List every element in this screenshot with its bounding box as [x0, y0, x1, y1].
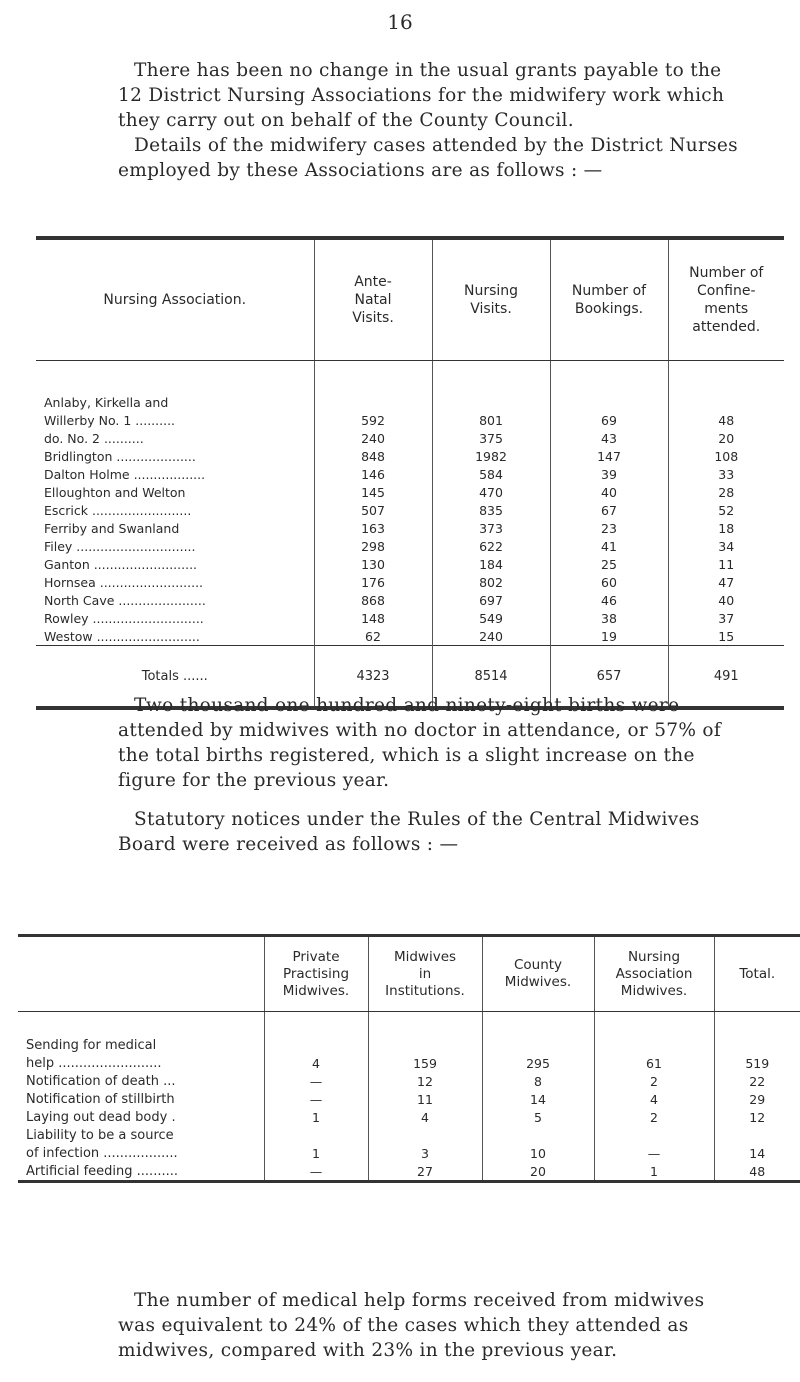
table-cell: 10	[482, 1144, 594, 1162]
table-cell	[482, 1012, 594, 1055]
table-row	[18, 1162, 800, 1182]
row-label: Filey ..............................	[44, 538, 196, 554]
table-cell	[714, 1126, 800, 1144]
intro-paragraph-1: There has been no change in the usual grants payable to the 12 District Nursing Associations for the midwifery work which they carry out on behalf of the County Council.	[118, 60, 725, 131]
header-bookings: Number of Bookings.	[550, 238, 668, 361]
table-header-row	[36, 238, 784, 361]
table-cell: 295	[482, 1054, 594, 1072]
middle-paragraph-2: Statutory notices under the Rules of the Central Midwives Board were received as follows : —	[118, 809, 700, 855]
table-cell	[594, 1126, 714, 1144]
row-label: Anlaby, Kirkella and	[44, 394, 169, 410]
table-cell: 69	[550, 411, 668, 429]
table-cell	[550, 361, 668, 412]
header-blank	[18, 936, 264, 1012]
table-cell: 62	[314, 627, 432, 646]
table-row	[36, 609, 784, 627]
table-row	[36, 429, 784, 447]
table-row	[36, 501, 784, 519]
table-cell: 147	[550, 447, 668, 465]
header-private-midwives: Private Practising Midwives.	[264, 936, 368, 1012]
table-cell: 60	[550, 573, 668, 591]
table-row	[18, 1144, 800, 1162]
table-cell: 592	[314, 411, 432, 429]
table-cell	[314, 361, 432, 412]
table-cell	[482, 1126, 594, 1144]
table-cell	[368, 1012, 482, 1055]
table-row	[36, 555, 784, 573]
table-cell: 11	[668, 555, 784, 573]
header-institution-midwives: Midwives in Institutions.	[368, 936, 482, 1012]
table-cell: 145	[314, 483, 432, 501]
table-cell: 48	[668, 411, 784, 429]
table-cell: 697	[432, 591, 550, 609]
row-label: help .........................	[26, 1055, 162, 1071]
table-cell: 584	[432, 465, 550, 483]
table-row	[36, 465, 784, 483]
table-cell: 14	[714, 1144, 800, 1162]
row-label: Westow ..........................	[44, 628, 200, 644]
table-cell: 22	[714, 1072, 800, 1090]
header-association: Nursing Association.	[36, 238, 314, 361]
closing-text	[118, 1288, 738, 1363]
table-cell: 868	[314, 591, 432, 609]
row-label: Laying out dead body .	[26, 1109, 176, 1125]
table-row	[36, 483, 784, 501]
table-cell	[264, 1012, 368, 1055]
table-cell: 163	[314, 519, 432, 537]
table-cell: 20	[482, 1162, 594, 1182]
table-cell: 40	[668, 591, 784, 609]
row-label: Dalton Holme ..................	[44, 466, 206, 482]
table-cell: 37	[668, 609, 784, 627]
table-cell	[594, 1012, 714, 1055]
intro-paragraph-2: Details of the midwifery cases attended by the District Nurses employed by these Associations are as follows : —	[118, 135, 738, 181]
table-cell: 48	[714, 1162, 800, 1182]
page-number: 16	[387, 10, 413, 34]
table-row	[18, 1108, 800, 1126]
row-label: do. No. 2 ..........	[44, 430, 144, 446]
table-cell: 29	[714, 1090, 800, 1108]
table-cell: 184	[432, 555, 550, 573]
table-cell: 41	[550, 537, 668, 555]
intro-text	[118, 58, 738, 183]
row-label: Artificial feeding ..........	[26, 1163, 178, 1179]
totals-cell: 4323	[314, 646, 432, 709]
table-cell: 43	[550, 429, 668, 447]
row-label: Escrick .........................	[44, 502, 192, 518]
totals-cell: 491	[668, 646, 784, 709]
table-row	[36, 537, 784, 555]
table-body	[36, 361, 784, 709]
table-cell: 298	[314, 537, 432, 555]
row-label: of infection ..................	[26, 1145, 178, 1161]
row-label: Ferriby and Swanland	[44, 520, 180, 536]
table-cell: 5	[482, 1108, 594, 1126]
table-cell: 622	[432, 537, 550, 555]
table-cell: 801	[432, 411, 550, 429]
table-cell	[432, 361, 550, 412]
table-cell: 373	[432, 519, 550, 537]
table-cell: 146	[314, 465, 432, 483]
table-cell: 507	[314, 501, 432, 519]
table-cell	[714, 1012, 800, 1055]
table-cell: 240	[314, 429, 432, 447]
table-cell: 519	[714, 1054, 800, 1072]
table-row	[36, 411, 784, 429]
table-row	[36, 591, 784, 609]
table-cell: 148	[314, 609, 432, 627]
row-label: Rowley ............................	[44, 610, 204, 626]
table-cell: 1	[264, 1144, 368, 1162]
nursing-association-table	[36, 236, 784, 710]
statutory-notices-table	[18, 934, 800, 1183]
table-cell: 176	[314, 573, 432, 591]
row-label: Sending for medical	[26, 1037, 157, 1053]
table-row	[36, 447, 784, 465]
row-label: Ganton ..........................	[44, 556, 198, 572]
table-cell: 34	[668, 537, 784, 555]
middle-paragraph-1: Two thousand one hundred and ninety-eight births were attended by midwives with no doctor in attendance, or 57% of the total births registered, which is a slight increase on the figure for the previous year.	[118, 695, 722, 791]
row-label: Bridlington ....................	[44, 448, 196, 464]
row-label: Willerby No. 1 ..........	[44, 412, 176, 428]
table-cell: 52	[668, 501, 784, 519]
row-label: Hornsea ..........................	[44, 574, 204, 590]
table-row	[18, 1072, 800, 1090]
table-cell: 23	[550, 519, 668, 537]
table-cell: 159	[368, 1054, 482, 1072]
header-nursing-visits: Nursing Visits.	[432, 238, 550, 361]
table-row	[36, 627, 784, 646]
totals-cell: 657	[550, 646, 668, 709]
table-cell: 4	[594, 1090, 714, 1108]
row-label: Notification of stillbirth	[26, 1091, 175, 1107]
table-cell: 375	[432, 429, 550, 447]
table-cell: 47	[668, 573, 784, 591]
table-header-row	[18, 936, 800, 1012]
table-cell: 4	[264, 1054, 368, 1072]
row-label: Elloughton and Welton	[44, 484, 186, 500]
header-confinements: Number of Confine- ments attended.	[668, 238, 784, 361]
table-cell: 8	[482, 1072, 594, 1090]
table-cell: 108	[668, 447, 784, 465]
table-cell: 4	[368, 1108, 482, 1126]
header-total: Total.	[714, 936, 800, 1012]
table-cell: 240	[432, 627, 550, 646]
header-ante-natal: Ante- Natal Visits.	[314, 238, 432, 361]
table-cell: 130	[314, 555, 432, 573]
totals-cell: 8514	[432, 646, 550, 709]
closing-paragraph: The number of medical help forms received from midwives was equivalent to 24% of the cases which they attended as midwives, compared with 23% in the previous year.	[118, 1290, 705, 1361]
table-cell: 14	[482, 1090, 594, 1108]
table-cell: 12	[368, 1072, 482, 1090]
table-cell: 38	[550, 609, 668, 627]
table-cell: 2	[594, 1072, 714, 1090]
table-cell: 549	[432, 609, 550, 627]
row-label: Notification of death ...	[26, 1073, 176, 1089]
table-cell: 1	[594, 1162, 714, 1182]
table-row	[18, 1012, 800, 1055]
table-cell: 20	[668, 429, 784, 447]
table-cell: —	[264, 1072, 368, 1090]
table-cell	[368, 1126, 482, 1144]
table-cell: —	[264, 1162, 368, 1182]
table-cell: 67	[550, 501, 668, 519]
table-cell: 18	[668, 519, 784, 537]
table-row	[36, 361, 784, 412]
table-cell: —	[264, 1090, 368, 1108]
table-cell: 835	[432, 501, 550, 519]
table-row	[36, 573, 784, 591]
table-row	[18, 1090, 800, 1108]
table-cell: 848	[314, 447, 432, 465]
table-row	[36, 519, 784, 537]
totals-label: Totals ......	[36, 646, 314, 709]
table-cell: —	[594, 1144, 714, 1162]
table-cell: 3	[368, 1144, 482, 1162]
table-row	[18, 1126, 800, 1144]
table-cell: 470	[432, 483, 550, 501]
table-cell: 46	[550, 591, 668, 609]
header-county-midwives: County Midwives.	[482, 936, 594, 1012]
table-cell	[668, 361, 784, 412]
table-cell: 802	[432, 573, 550, 591]
table-cell: 25	[550, 555, 668, 573]
table-cell: 2	[594, 1108, 714, 1126]
table-cell: 33	[668, 465, 784, 483]
row-label: North Cave ......................	[44, 592, 206, 608]
table-cell: 39	[550, 465, 668, 483]
table-cell: 15	[668, 627, 784, 646]
table-cell: 11	[368, 1090, 482, 1108]
header-association-midwives: Nursing Association Midwives.	[594, 936, 714, 1012]
middle-text	[118, 693, 738, 857]
table-cell: 27	[368, 1162, 482, 1182]
table-row	[18, 1054, 800, 1072]
table-cell: 61	[594, 1054, 714, 1072]
row-label: Liability to be a source	[26, 1127, 174, 1143]
table-cell: 19	[550, 627, 668, 646]
table-body	[18, 1012, 800, 1182]
table-cell: 1	[264, 1108, 368, 1126]
table-cell: 28	[668, 483, 784, 501]
table-cell: 40	[550, 483, 668, 501]
table-cell: 12	[714, 1108, 800, 1126]
table-cell	[264, 1126, 368, 1144]
table-cell: 1982	[432, 447, 550, 465]
